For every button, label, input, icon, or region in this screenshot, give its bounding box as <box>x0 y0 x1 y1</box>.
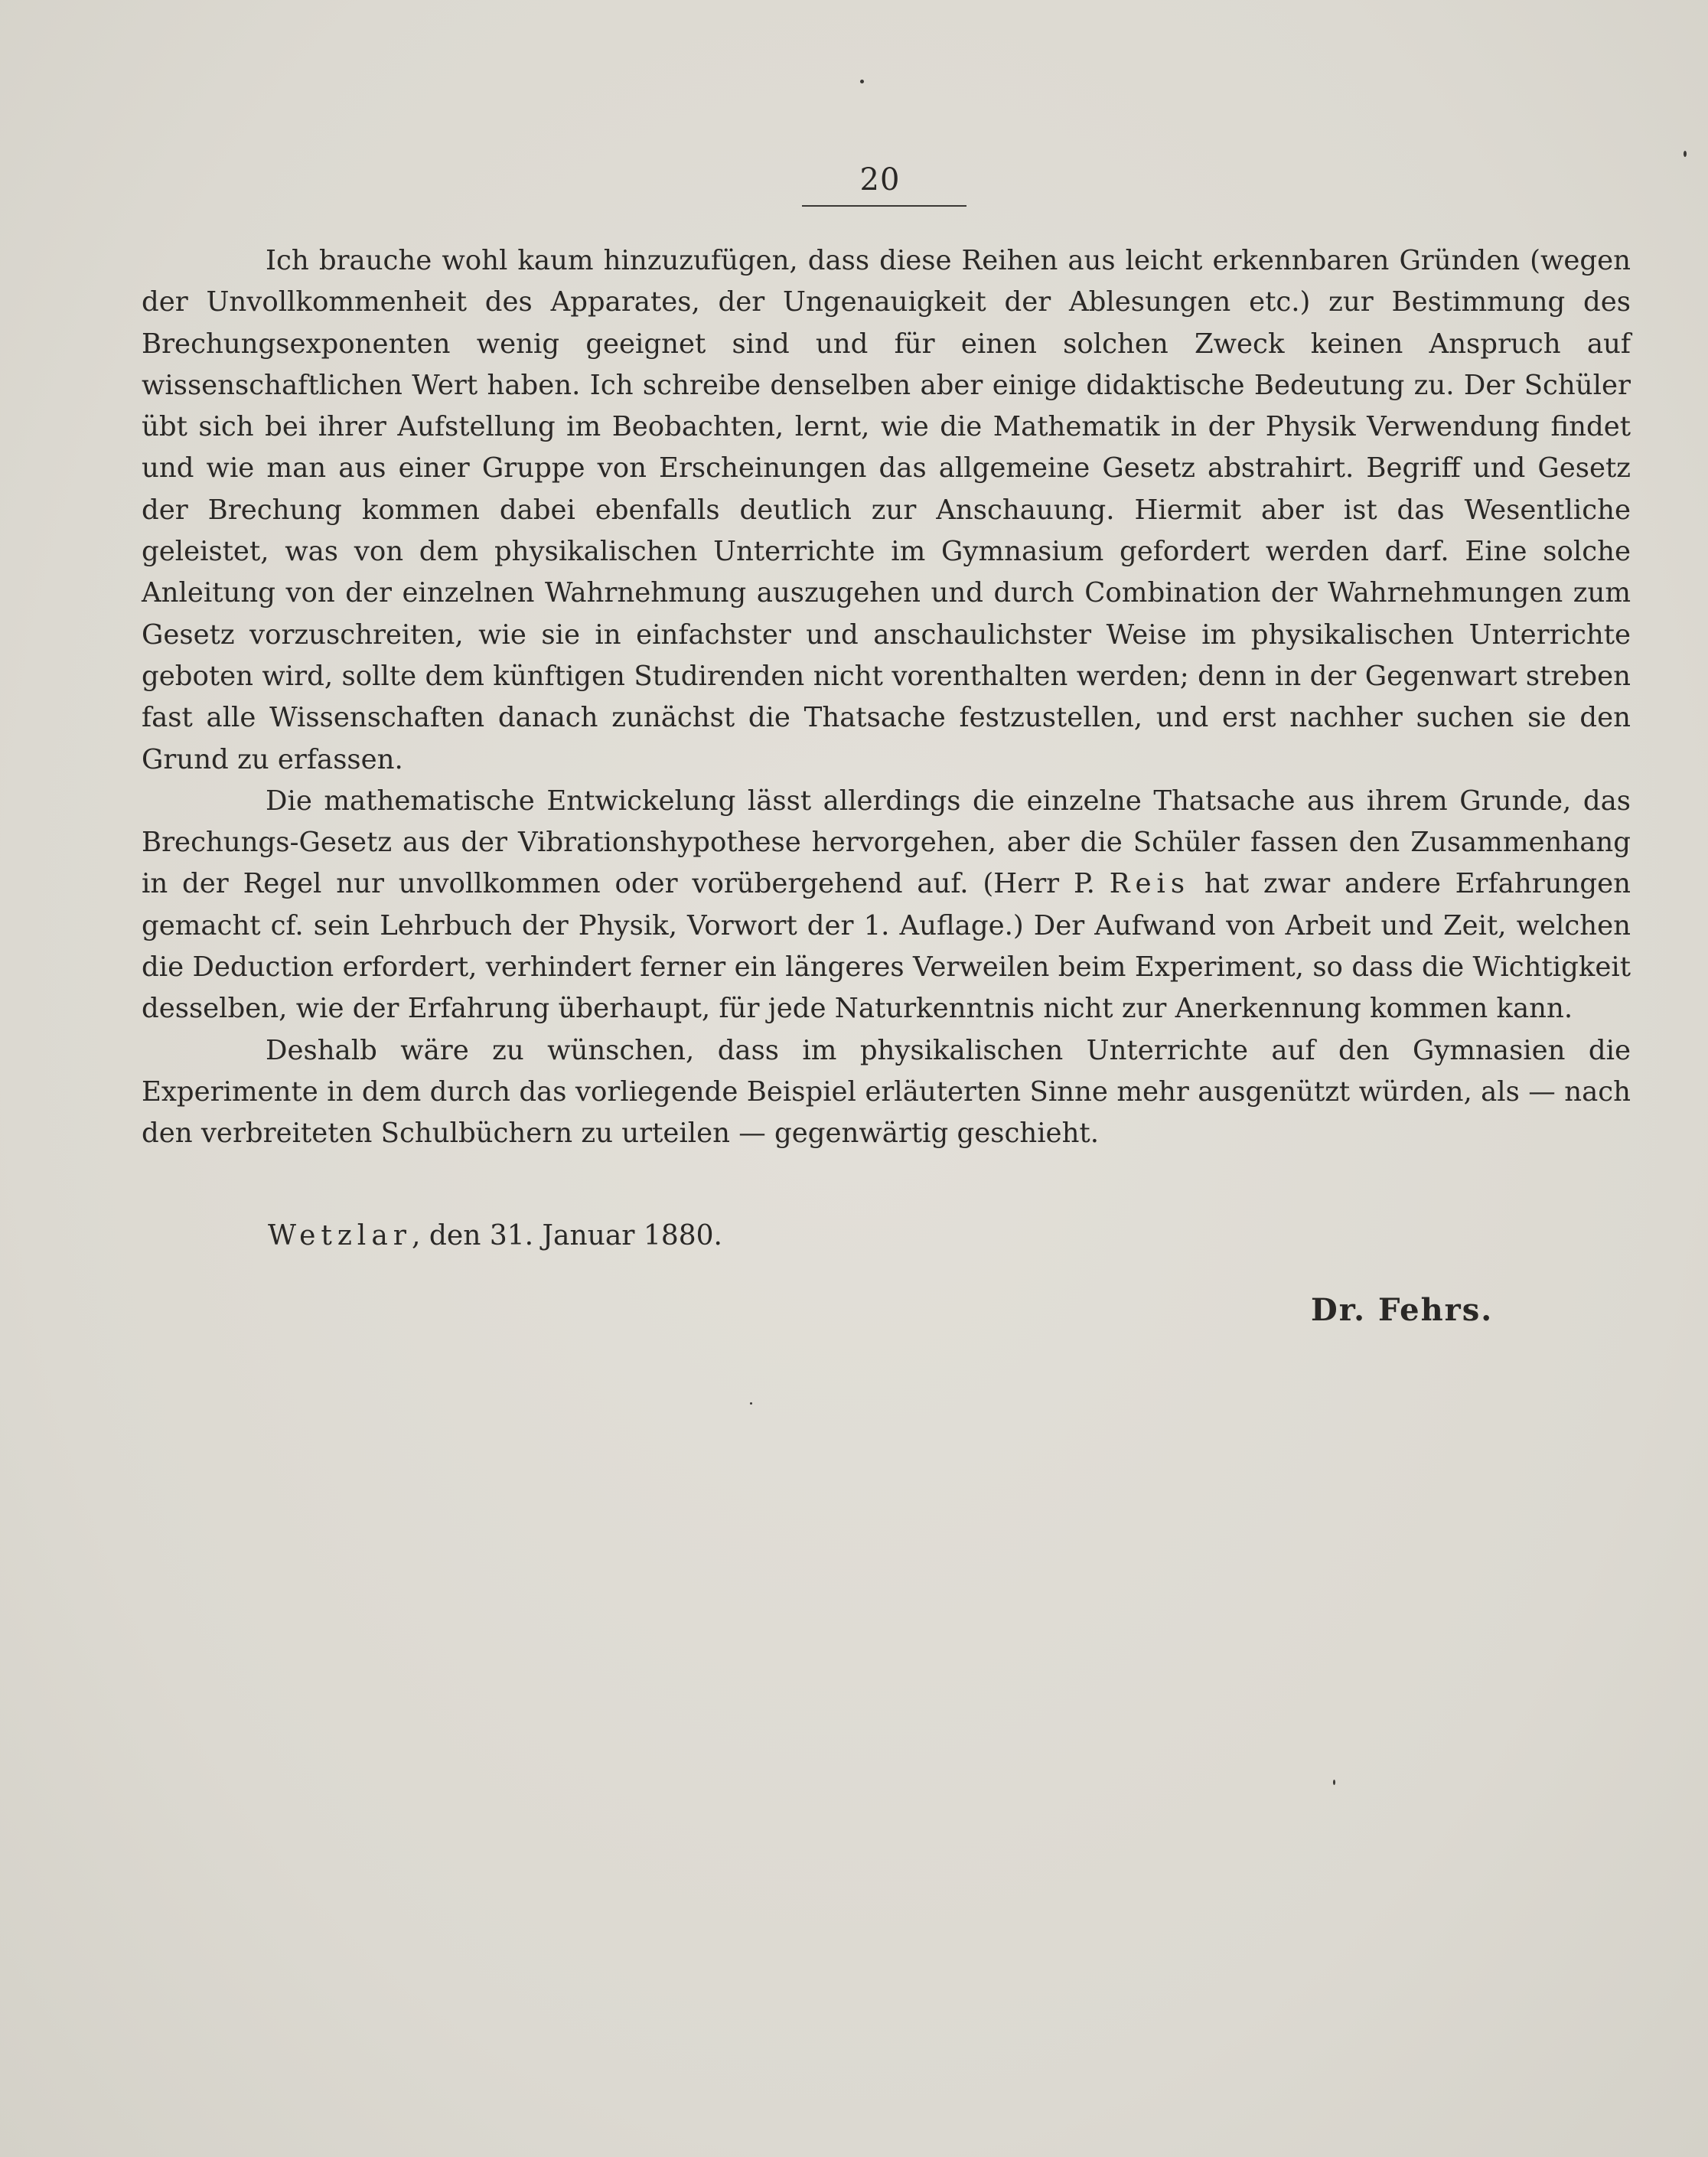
dateline-place: Wetzlar <box>268 1220 412 1251</box>
paragraph-text: Ich brauche wohl kaum hinzuzufügen, dass diese Reihen aus leicht erkennbaren Gründen (wegen der Unvollkommenheit des Apparates, der Ungenauigkeit der Ablesungen etc.) zur Bestimmung des Brechungsexponenten wenig geeignet sind und für einen solchen Zweck keinen Anspruch auf wissenschaftlichen Wert haben. Ich schreibe denselben aber einige didaktische Bedeutung zu. Der Schüler übt sich bei ihrer Aufstellung im Beobachten, lernt, wie die Mathematik in der Physik Verwendung findet und wie man aus einer Gruppe von Erscheinungen das allgemeine Gesetz abstrahirt. Begriff und Gesetz der Brechung kommen dabei ebenfalls deutlich zur Anschauung. Hiermit aber ist das Wesentliche geleistet, was von dem physikalischen Unterrichte im Gymnasium gefordert werden darf. Eine solche Anleitung von der einzelnen Wahrnehmung auszugehen und durch Combination der Wahrnehmungen zum Gesetz vorzuschreiten, wie sie in einfachster und anschaulichster Weise im physikalischen Unterrichte geboten wird, sollte dem künftigen Studirenden nicht vorenthalten werden; denn in der Gegenwart streben fast alle Wissenschaften danach zunächst die Thatsache festzustellen, und erst nachher suchen sie den Grund zu erfassen. <box>142 245 1631 775</box>
paragraph-text: hat zwar andere Erfahrungen gemacht cf. sein Lehrbuch der Physik, Vorwort der 1. Auflage.) Der Aufwand von Arbeit und Zeit, welchen die Deduction erfordert, verhindert ferner ein längeres Verweilen beim Experiment, so dass die Wichtigkeit desselben, wie der Erfahrung überhaupt, für jede Naturkenntnis nicht zur Anerkennung kommen kann. <box>142 868 1631 1025</box>
signature: Dr. Fehrs. <box>1311 1292 1494 1328</box>
page-number: 20 <box>859 162 901 197</box>
paragraph-mathematical-development <box>142 781 1631 1030</box>
author-name-reis: Reis <box>1109 868 1191 900</box>
paragraph-text: Deshalb wäre zu wünschen, dass im physikalischen Unterrichte auf den Gymnasien die Experimente in dem durch das vorliegende Beispiel erläuterten Sinne mehr ausgenützt würden, als — nach den verbreiteten Schulbüchern zu urteilen — gegenwärtig geschieht. <box>142 1034 1631 1150</box>
paper-speck <box>1333 1780 1335 1785</box>
paper-speck <box>860 80 864 83</box>
paragraph-conclusion <box>142 1030 1631 1155</box>
paragraph-text: Die mathematische Entwickelung lässt allerdings die einzelne Thatsache aus ihrem Grunde, das Brechungs-Gesetz aus der Vibrationshypothese hervorgehen, aber die Schüler fassen den Zusammenhang in der Regel nur unvollkommen oder vorübergehend auf. (Herr P. <box>142 785 1631 900</box>
paper-speck <box>1684 151 1687 157</box>
dateline <box>268 1216 722 1257</box>
dateline-date: , den 31. Januar 1880. <box>412 1220 723 1251</box>
paper-speck <box>750 1402 752 1405</box>
paragraph-didactic-value <box>142 240 1631 781</box>
body-text <box>142 240 1631 1155</box>
page-number-rule <box>802 205 966 207</box>
